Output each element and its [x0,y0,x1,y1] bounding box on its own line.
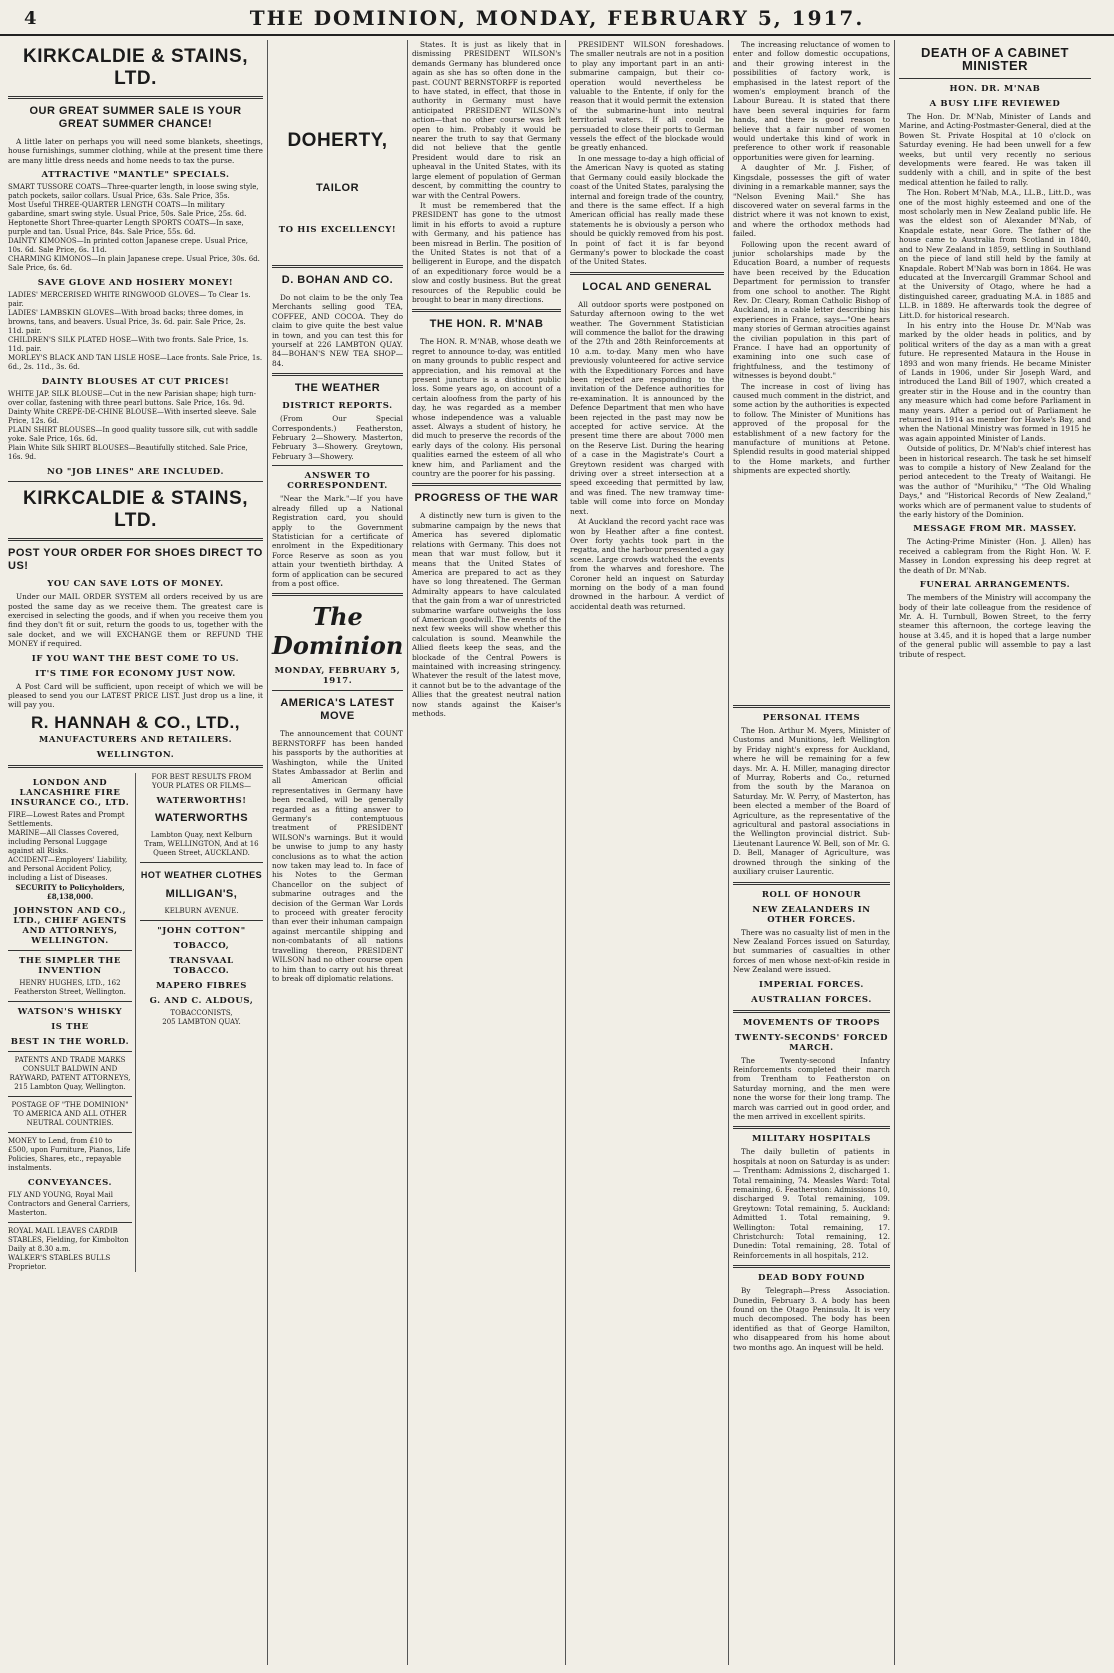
ad-whisky-1: WATSON'S WHISKY [17,1006,123,1017]
list-item: SMART TUSSORE COATS—Three-quarter length, in loose swing style, patch pockets, sailor collars. Usual Price, 63s. Sale Price, 35s. [8,183,259,201]
section-heading: CONVEYANCES. [27,1177,113,1188]
ad-title: HOT WEATHER CLOTHES [140,869,263,880]
ad-intro: A little later on perhaps you will need some blankets, sheetings, house furnishings, summer clothing, while at the present time there are many little dress needs and home needs to tax the purse. [8,137,263,165]
ad-subtitle: TOBACCO, [173,940,230,951]
article-title: THE HON. R. M'NAB [429,318,544,331]
article-title: PROGRESS OF THE WAR [414,492,559,505]
ad-title: MILLIGAN'S, [165,887,238,900]
issue-date: MONDAY, FEBRUARY 5, 1917. [274,666,401,687]
list-item: PLAIN SHIRT BLOUSES—In good quality tussore silk, cut with saddle yoke. Sale Price, 16s. 6d. [8,426,258,444]
photo-ad: FOR BEST RESULTS FROM YOUR PLATES OR FILMS— [151,772,252,790]
column-4 [566,40,729,1665]
royal-mail-ad: ROYAL MAIL LEAVES CARDIB STABLES, Fielding, for Kimbolton Daily at 8.30 a.m. [8,1226,129,1253]
column-6 [895,40,1095,1665]
article-body: A distinctly new turn is given to the submarine campaign by the news that America has severed diplomatic relations with Germany. This does not mean that war must follow, but it means that the United States of America are prepared to act as they have so long threatened. The German Admiralty appears to have calculated that the gain from a war of unrestricted submarine warfare outweighs the loss of American goodwill. The events of the next few weeks will show whether this calculation is sound. Meanwhile the Allied fleets keep the seas, and the blockade of the Central Powers is maintained with increasing stringency. Whatever the result of the latest move, it cannot but be to the advantage of the Allies that the greatest neutral nation now stands against the Kaiser's methods. [412,511,561,718]
list-item: WHITE JAP. SILK BLOUSE—Cut in the new Parisian shape; high turn-over collar, fastening with three pearl buttons. Sale Price, 16s. 9d. [8,390,256,408]
column-3 [408,40,566,1665]
article-subtitle: A BUSY LIFE REVIEWED [929,99,1061,109]
personal-body: The Hon. Arthur M. Myers, Minister of Customs and Munitions, left Wellington by Friday night's express for Auckland, where he will be remaining for a few days. Mr. A. H. Miller, managing director of Murray, Roberts and Co., returned from the south by the Maranoa on Saturday. Mr. W. Perry, of Masterton, has been elected a member of the Board of Agriculture, as the representative of the agricultural and pastoral associations in the Wellington provincial district. Sub-Lieutenant Laurence W. Bell, son of Mr. G. D. Bell, Manager of Agriculture, was drowned through the sinking of the auxiliary cruiser Laurentic. [733,726,890,877]
section-title: MILITARY HOSPITALS [752,1134,871,1145]
list-item: Heptonette Short Three-quarter Length SPORTS COATS—In saxe, purple and tan. Usual Price, 84s. Sale Price, 55s. 6d. [8,219,244,237]
section-heading: DAINTY BLOUSES AT CUT PRICES! [41,377,230,388]
patents-ad: PATENTS AND TRADE MARKS CONSULT BALDWIN AND RAYWARD, PATENT ATTORNEYS, 215 Lambton Quay, Wellington. [9,1055,131,1091]
dead-body-article: By Telegraph—Press Association. Dunedin, February 3. A body has been found on the Otago Peninsula. It is very much decomposed. The body has been identified as that of George Hamilton, who disappeared from his home about two months ago. An inquest will be held. [733,1286,890,1352]
section-heading: MESSAGE FROM MR. MASSEY. [913,524,1077,535]
ad-body: Under our MAIL ORDER SYSTEM all orders received by us are posted the same day as we receive them. The greatest care is exercised in selecting the goods, and if when you receive them you find they don't fit or suit, return the goods to us, together with the sale docket, and we will EXCHANGE them or REFUND THE MONEY if required. [8,592,263,649]
mantle-list [8,183,263,273]
section-heading: AUSTRALIAN FORCES. [751,994,872,1005]
ad-whisky-2: IS THE [51,1021,89,1032]
ad-slogan: IT'S TIME FOR ECONOMY JUST NOW. [35,668,236,679]
ad-city: WELLINGTON. [96,749,175,760]
ad-subtitle: YOU CAN SAVE LOTS OF MONEY. [47,579,224,590]
postage-notice: POSTAGE OF "THE DOMINION" TO AMERICA AND ALL OTHER NEUTRAL COUNTRIES. [11,1100,129,1127]
ad-title: D. BOHAN AND CO. [281,274,394,286]
weather-body: (From Our Special Correspondents.) Featherston, February 2—Showery. Masterton, February 3—Showery. Greytown, February 3—Showery. [272,414,403,461]
answer-body: "Near the Mark."—If you have already filled up a National Registration card, you should apply to the Government Statistician for a certificate of enrolment in the Expeditionary Force Reserve as soon as you attain your twentieth birthday. A form of application can be secured from a post office. [272,494,403,588]
newspaper-masthead: The Dominion [272,602,404,661]
ad-title: R. HANNAH & CO., LTD., [30,712,240,732]
ad-title: LONDON AND LANCASHIRE FIRE INSURANCE CO., LTD. [10,777,130,808]
ad-subtitle: MANUFACTURERS AND RETAILERS. [38,734,233,745]
article-body: The HON. R. M'NAB, whose death we regret to announce to-day, was entitled on many grounds to public respect and appreciation, and his removal at the present juncture is a distinct public loss. Some years ago, on account of a certain aloofness from the party of his day, he was regarded as a member whose independence was a valuable asset. Always a student of history, he did much to preserve the records of the early days of the colony. His personal qualities earned the esteem of all who knew him, and Parliament and the country are the poorer for his passing. [412,337,561,479]
ad-title: THE SIMPLER THE INVENTION [18,955,122,976]
list-item: MORLEY'S BLACK AND TAN LISLE HOSE—Lace fronts. Sale Price, 1s. 6d., 2s. 11d., 3s. 6d. [8,354,263,372]
movements-body: The Twenty-second Infantry Reinforcements completed their march from Trentham to Featherston on Saturday morning, and the men were none the worse for their long tramp. The march was carried out in good order, and the men arrived in excellent spirits. [733,1055,890,1121]
list-item: Most Useful THREE-QUARTER LENGTH COATS—In military gabardine, smart swing style. Usual Price, 50s. Sale Price, 25s. 6d. [8,201,247,219]
list-item: CHARMING KIMONOS—In plain Japanese crepe. Usual Price, 30s. 6d. Sale Price, 6s. 6d. [8,255,260,273]
insurance-list [8,811,132,901]
ad-title: TRANSVAAL TOBACCO. [169,955,234,976]
article-continued: PRESIDENT WILSON foreshadows. The smaller neutrals are not in a position to play any important part in an anti-submarine campaign, but their co-operation would nevertheless be valuable to the Entente, if only for the reason that it would permit the extension of the submarine-hunt into neutral territorial waters. If all could be persuaded to close their ports to German vessels the effect of the blockade would be greatly enhanced. In one message to-day a high official of the American Navy is quoted as stating that Germany could easily blockade the coast of the United States, paralysing the internal and foreign trade of the country, and there is the same effect. If a high American official has really made these statements he is obviously a person who should be quickly removed from his post. In point of fact it is far beyond Germany's power to blockade the coast of the United States. [570,40,724,267]
money-ad: MONEY to Lend, from £10 to £500, upon Furniture, Pianos, Life Policies, Shares, etc., repayable instalments. [8,1136,131,1172]
section-heading: ATTRACTIVE "MANTLE" SPECIALS. [41,170,230,181]
column-5-lower [729,700,895,1665]
ad-subtitle: TAILOR [315,182,360,194]
ad-title: KIRKCALDIE & STAINS, LTD. [23,488,248,532]
article-body: The members of the Ministry will accompany the body of their late colleague from the residence of Mr. A. H. Turnbull, Bowen Street, to the ferry steamer this afternoon, the cortege leaving the house at 3.45, and it is hoped that a large number of the general public will assemble to pay a last tribute of respect. [899,593,1091,659]
article-title: DEATH OF A CABINET MINISTER [921,45,1069,73]
list-item: FIRE—Lowest Rates and Prompt Settlements. [8,810,125,828]
section-title: MOVEMENTS OF TROOPS [742,1017,881,1028]
ad-title: POST YOUR ORDER FOR SHOES DIRECT TO US! [8,547,263,573]
list-item: Dainty White CREPE-DE-CHINE BLOUSE—With inserted sleeve. Sale Price, 12s. 6d. [8,408,257,426]
section-title: THE WEATHER [294,382,381,395]
editorial-continued: States. It is just as likely that in dismissing PRESIDENT WILSON's demands Germany has blundered once again as she has so often done in the past. COUNT BERNSTORFF is reported to have stated, in effect, that those in authority in Germany must have anticipated PRESIDENT WILSON's action—that no other course was left open to him. Probably it would be nearer the truth to say that Germany did not believe that the gentle President would dare to risk an upheaval in the United States, with its large element of population of German descent, by committing the country to war with the Central Powers. It must be remembered that the PRESIDENT has gone to the utmost limit in his efforts to avoid a rupture with Germany, and his patience has been misread in Berlin. The position of the United States is not that of a belligerent in Europe, and the dispatch of an expeditionary force would be a slow and costly business. But the great resources of the Republic could be brought to bear in many directions. [412,40,561,304]
ad-title: "JOHN COTTON" [157,925,246,936]
ad-body: A Post Card will be sufficient, upon receipt of which we will be pleased to send you our LATEST PRICE LIST. Just drop us a line, it will pay you. [8,681,263,710]
ad-subtitle: OUR GREAT SUMMER SALE IS YOUR GREAT SUMMER CHANCE! [29,105,242,130]
walker-ad: WALKER'S STABLES BULLS Proprietor. [8,1253,111,1271]
section-subtitle: TWENTY-SECONDS' FORCED MARCH. [734,1032,889,1053]
blouse-list [8,390,263,462]
ad-title: G. AND C. ALDOUS, [149,995,254,1006]
section-title: DEAD BODY FOUND [758,1273,865,1284]
page-number: 4 [24,8,37,29]
section-title: ANSWER TO CORRESPONDENT. [287,471,388,492]
section-title: PERSONAL ITEMS [762,713,861,723]
article-body: The Hon. Dr. M'Nab, Minister of Lands and Marine, and Acting-Postmaster-General, died at the Bowen St. Private Hospital at 10 o'clock on Saturday evening. He had been unwell for a few weeks, but until very recently no serious developments were feared. He was taken ill suddenly with a chill, and in spite of the best medical attention he failed to rally. The Hon. Robert M'Nab, M.A., LL.B., Litt.D., was one of the most highly esteemed and one of the most scholarly men in New Zealand public life. He was the eldest son of Alexander M'Nab, of Knapdale estate, near Gore. The father of the house came to Australia from Scotland in 1840, and to New Zealand in 1859, settling in Southland on the piece of land still held by the family at Knapdale. Robert M'Nab was born in 1864. He was educated at the Invercargill Grammar School and at the University of Otago, where he had a distinguished career, graduating M.A. in 1885 and LL.B. in 1889. He afterwards took the degree of Litt.D. for historical research. In his entry into the House Dr. M'Nab was marked by the older heads in politics, and by political writers of the day as a man with a great future. He represented Mataura in the House in 1893 and won many friends. He became Minister of Lands in 1906, under Sir Joseph Ward, and introduced the Land Bill of 1907, which created a greater stir in the House and in the country than any measure which had come before Parliament in many years. After a period out of Parliament he returned in 1914 as member for Hawke's Bay, and when the National Ministry was formed in 1915 he was again appointed Minister of Lands. Outside of politics, Dr. M'Nab's chief interest has been in historical research. The task he set himself was to compile a history of New Zealand for the period antecedent to the Treaty of Waitangi. He was the author of "Murihiku," "The Old Whaling Days," and "Historical Records of New Zealand," works which are of permanent value to students of the early history of the Dominion. [899,112,1091,520]
column-2 [268,40,408,1665]
hospitals-body: The daily bulletin of patients in hospitals at noon on Saturday is as under:— Trentham: Admissions 2, discharged 1. Total remaining, 74. Measles Ward: Total remaining, 6. Featherston: Admissions 10, discharged 9. Total remaining, 109. Greytown: Total remaining, 5. Auckland: Admitted 1. Total remaining, 9. Wellington: Total remaining, 17. Christchurch: Total remaining, 12. Dunedin: Total remaining, 28. Total of Reinforcements in all hospitals, 212. [733,1147,890,1260]
section-subtitle: DISTRICT REPORTS. [282,401,393,412]
glove-list [8,291,263,372]
ad-title: MAPERO FIBRES [156,980,247,991]
list-item: MARINE—All Classes Covered, including Personal Luggage against all Risks. [8,828,120,855]
ad-agents: JOHNSTON AND CO., LTD., CHIEF AGENTS AND ATTORNEYS, WELLINGTON. [13,905,127,946]
ad-body: HENRY HUGHES, LTD., 162 Featherston Street, Wellington. [14,978,126,996]
page-header [0,0,1114,36]
section-title: ROLL OF HONOUR [761,889,862,900]
article-subtitle: HON. DR. M'NAB [949,84,1041,94]
list-item: Plain White Silk SHIRT BLOUSES—Beautifully stitched. Sale Price, 16s. 9d. [8,444,248,462]
editorial-title: AMERICA'S LATEST MOVE [280,697,395,723]
ad-whisky-3: BEST IN THE WORLD. [10,1036,130,1047]
section-heading: SAVE GLOVE AND HOSIERY MONEY! [37,278,234,289]
list-item: LADIES' LAMBSKIN GLOVES—With broad backs; three domes, in browns, tans, and beavers. Usual Price, 3s. 6d. pair. Sale Price, 2s. 11d. pair. [8,309,246,336]
list-item: SECURITY to Policyholders, £8,138,000. [15,882,125,901]
ad-tagline: TO HIS EXCELLENCY! [278,225,397,235]
article-continued: The increasing reluctance of women to enter and follow domestic occupations, and their growing interest in the possibilities of factory work, is emphasised in the latest report of the women's employment branch of the Labour Bureau. It is stated that there have been several inquiries for farm hands, and there is good reason to believe that a fair number of women would undertake this kind of work in preference to other work if reasonable opportunities were given for learning. A daughter of Mr. J. Fisher, of Kingsdale, possesses the gift of water divining in a remarkable manner, says the "Nelson Evening Mail." She has discovered water on several farms in the district where it was not known to exist, and where the orthodox methods had failed. Following upon the recent award of junior scholarships made by the Education Board, a number of requests have been received by the Education Department for permission to transfer from one school to another. The Right Rev. Dr. Cleary, Roman Catholic Bishop of Auckland, in a cable letter describing his experiences in France, says—"One hears many stories of German atrocities against the civilian population in this part of France. I have had an opportunity of examining into one such case of frightfulness, and the testimony of witnesses is beyond doubt." The increase in cost of living has caused much comment in the district, and some action by the authorities is expected to follow. The Minister of Munitions has approved of the proposal for the establishment of a new factory for the manufacture of munitions at Petone. Splendid results in good material shipped to the Home markets, and further shipments are expected shortly. [733,40,890,476]
ad-footer: NO "JOB LINES" ARE INCLUDED. [46,467,225,478]
ad-slogan: IF YOU WANT THE BEST COME TO US. [31,653,240,664]
list-item: DAINTY KIMONOS—In printed cotton Japanese crepe. Usual Price, 10s. 6d. Sale Price, 6s. 11d. [8,237,249,255]
section-heading: IMPERIAL FORCES. [759,979,864,990]
editorial-body: The announcement that COUNT BERNSTORFF has been handed his passports by the authorities at Washington, while the United States Ambassador at Berlin and all American official representatives in Germany have been recalled, will be generally regarded as a fitting answer to Germany's contemptuous treatment of PRESIDENT WILSON's warnings. But it would be unwise to jump to any hasty conclusions as to what the action now taken may lead to. In face of his Notes to the German Chancellor on the subject of submarine outrages and the decision of the German War Lords to proceed with greater ferocity than ever their inhuman campaign against mercantile shipping and non-combatants of all nations travelling thereon, PRESIDENT WILSON had no other course open to him than to carry out his threat to break off diplomatic relations. [272,729,403,983]
column-1 [4,40,268,1665]
section-subtitle: NEW ZEALANDERS IN OTHER FORCES. [752,904,871,925]
ad-address: Lambton Quay, next Kelburn Tram, WELLINGTON, And at 16 Queen Street, AUCKLAND. [144,830,259,857]
article-title: LOCAL AND GENERAL [582,280,712,293]
ad-title: WATERWORTHS [154,811,249,824]
fly-ad: FLY AND YOUNG, Royal Mail Contractors and General Carriers, Masterton. [8,1190,131,1217]
list-item: ACCIDENT—Employers' Liability, and Personal Accident Policy, including a List of Diseases. [8,855,128,882]
article-body: The Acting-Prime Minister (Hon. J. Allen) has received a cablegram from the Right Hon. W. F. Massey in London expressing his deep regret at the death of Dr. M'Nab. [899,537,1091,575]
ad-title: WATERWORTHS! [156,795,247,806]
list-item: LADIES' MERCERISED WHITE RINGWOOD GLOVES— To Clear 1s. pair. [8,291,251,309]
ad-title: KIRKCALDIE & STAINS, LTD. [23,46,248,89]
ad-subtitle: TOBACCONISTS, [170,1008,233,1017]
ad-body: Do not claim to be the only Tea Merchants selling good TEA, COFFEE, AND COCOA. They do claim to give quite the best value in town, and you can test this for yourself at 226 LAMBTON QUAY. 84—BOHAN'S NEW TEA SHOP—84. [272,293,403,368]
masthead: THE DOMINION, MONDAY, FEBRUARY 5, 1917. [249,6,865,30]
ad-title: DOHERTY, [287,130,388,151]
ad-address: KELBURN AVENUE. [164,906,239,915]
ad-address: 205 LAMBTON QUAY. [162,1017,241,1026]
section-heading: FUNERAL ARRANGEMENTS. [919,580,1071,591]
list-item: CHILDREN'S SILK PLATED HOSE—With two fronts. Sale Price, 1s. 11d. pair. [8,336,249,354]
article-body: All outdoor sports were postponed on Saturday afternoon owing to the wet weather. The Government Statistician will commence the ballot for the drawing of the 27th and 28th Reinforcements at 10 a.m. to-day. Many men who have previously volunteered for active service with the Expeditionary Forces and have been rejected are responding to the invitation of the Defence authorities for re-examination. It is announced by the Defence Department that men who have been rejected in the past may now be accepted for active service. At the present time there are about 7000 men on the Reserve List. During the hearing of a case in the Magistrate's Court a Greytown resident was charged with driving over a street intersection at a speed exceeding that permitted by law, and was fined. The new tramway time-table will come into force on Monday next. At Auckland the record yacht race was won by Heather after a fine contest. Over forty yachts took part in the regatta, and the harbour presented a gay scene. Large crowds watched the events from the wharves and foreshore. The Coroner held an inquest on Saturday morning on the body of a man found drowned in the harbour. A verdict of accidental death was returned. [570,299,724,611]
roll-body: There was no casualty list of men in the New Zealand Forces issued on Saturday, but summaries of casualties in other forces of men whose next-of-kin reside in New Zealand were issued. [733,927,890,975]
